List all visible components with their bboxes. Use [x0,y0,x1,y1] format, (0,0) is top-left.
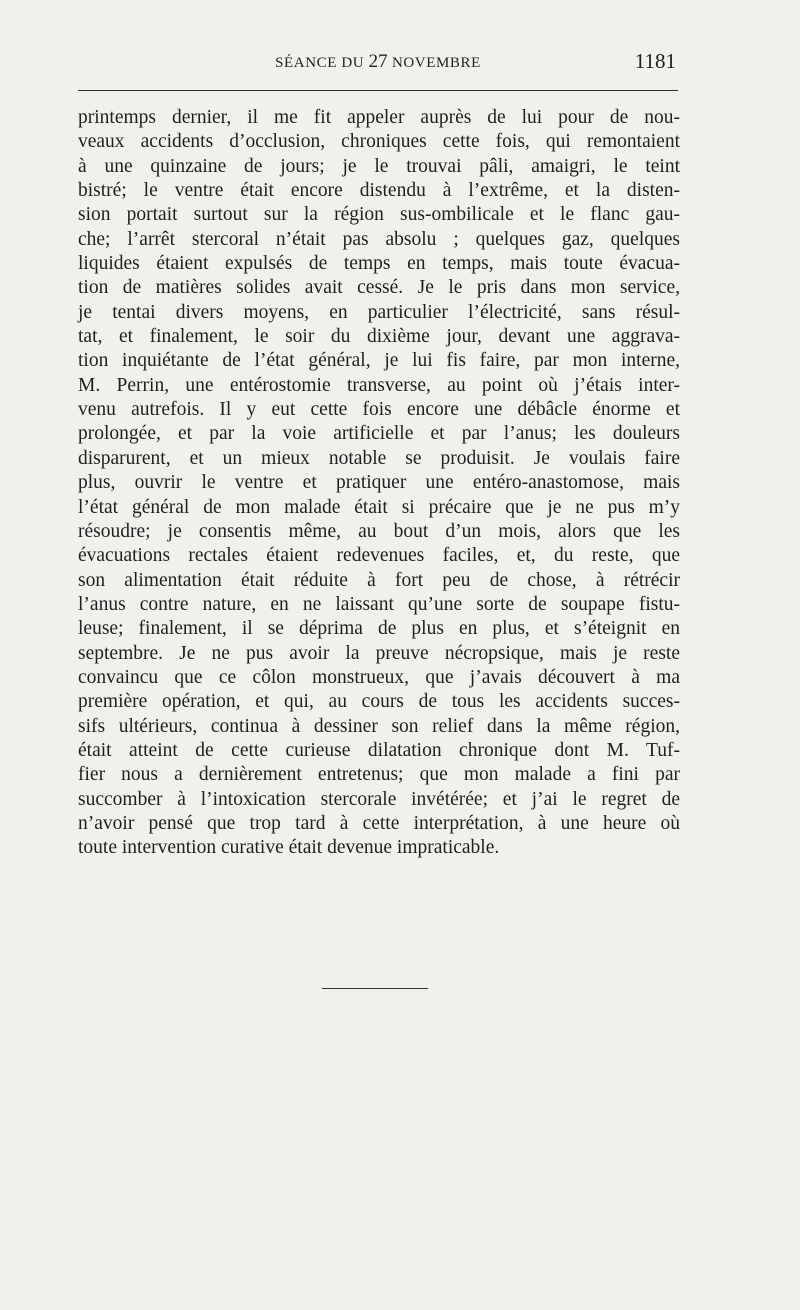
text-line: évacuations rectales étaient redevenues faciles, et, du reste, que [78,545,680,567]
page-number: 1181 [634,49,676,73]
running-title [78,49,678,73]
header-rule [78,90,678,91]
text-line: n’avoir pensé que trop tard à cette interprétation, à une heure où [78,812,680,834]
running-title-month: NOVEMBRE [391,55,481,71]
text-line: venu autrefois. Il y eut cette fois encore une débâcle énorme et [78,399,680,421]
text-line: était atteint de cette curieuse dilatation chronique dont M. Tuf- [78,739,680,761]
text-line: convaincu que ce côlon monstrueux, que j’avais découvert à ma [78,666,680,688]
text-line: prolongée, et par la voie artificielle et par l’anus; les douleurs [78,423,680,445]
text-line: tion inquiétante de l’état général, je lui fis faire, par mon interne, [78,350,680,372]
text-line: sifs ultérieurs, continua à dessiner son relief dans la même région, [78,715,680,737]
text-line: l’anus contre nature, en ne laissant qu’une sorte de soupape fistu- [78,593,680,615]
text-line: à une quinzaine de jours; je le trouvai pâli, amaigri, le teint [78,155,680,177]
text-line: disparurent, et un mieux notable se produisit. Je voulais faire [78,447,680,469]
running-header [78,49,678,76]
body-paragraph [78,106,680,861]
running-title-day: 27 [368,51,388,72]
text-line: veaux accidents d’occlusion, chroniques cette fois, qui remontaient [78,131,680,153]
text-line: son alimentation était réduite à fort peu de chose, à rétrécir [78,569,680,591]
end-of-section-rule [322,988,428,989]
text-line: sion portait surtout sur la région sus-ombilicale et le flanc gau- [78,204,680,226]
text-line: tion de matières solides avait cessé. Je le pris dans mon service, [78,277,680,299]
text-line: résoudre; je consentis même, au bout d’un mois, alors que les [78,520,680,542]
text-line: liquides étaient expulsés de temps en temps, mais toute évacua- [78,253,680,275]
text-line: che; l’arrêt stercoral n’était pas absolu ; quelques gaz, quelques [78,228,680,250]
text-line-last: toute intervention curative était devenue impraticable. [78,837,500,859]
running-title-text: SÉANCE DU [275,55,365,71]
text-line: bistré; le ventre était encore distendu à l’extrême, et la disten- [78,180,680,202]
text-line: septembre. Je ne pus avoir la preuve nécropsique, mais je reste [78,642,680,664]
text-line: l’état général de mon malade était si précaire que je ne pus m’y [78,496,680,518]
text-line: printemps dernier, il me fit appeler auprès de lui pour de nou- [78,107,680,128]
text-line: première opération, et qui, au cours de tous les accidents succes- [78,691,680,713]
text-line: leuse; finalement, il se déprima de plus en plus, et s’éteignit en [78,618,680,640]
text-line: je tentai divers moyens, en particulier l’électricité, sans résul- [78,301,680,323]
text-line: M. Perrin, une entérostomie transverse, au point où j’étais inter- [78,374,680,396]
text-line: succomber à l’intoxication stercorale invétérée; et j’ai le regret de [78,788,680,810]
text-line: tat, et finalement, le soir du dixième jour, devant une aggrava- [78,326,680,348]
text-line: plus, ouvrir le ventre et pratiquer une entéro-anastomose, mais [78,472,680,494]
text-line: fier nous a dernièrement entretenus; que mon malade a fini par [78,764,680,786]
